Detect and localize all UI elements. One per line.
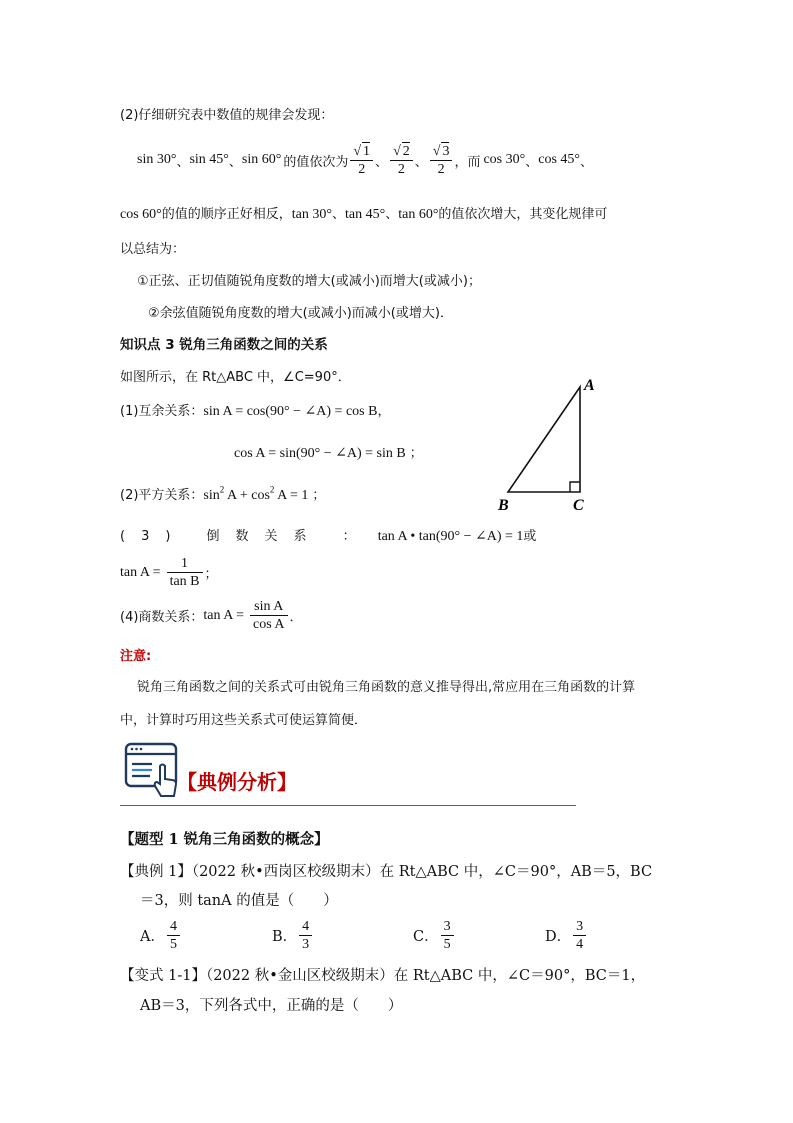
text: 的值依次增大，其变化规律可 <box>438 207 608 222</box>
denominator: 2 <box>437 162 445 177</box>
exponent: 2 <box>269 484 275 495</box>
example-1-line-2: ＝3，则 tanA 的值是（ ） <box>140 893 338 909</box>
numerator: 3 <box>573 918 586 936</box>
denominator: 4 <box>576 937 584 952</box>
divider <box>120 805 576 806</box>
separator: 、 <box>375 154 389 170</box>
sin-45: sin 45° <box>189 152 229 167</box>
option-fraction <box>299 918 312 953</box>
punctuation: ； <box>409 446 423 461</box>
separator: 、 <box>525 154 539 170</box>
computer-pointer-icon <box>124 742 182 800</box>
right-angle-marker <box>570 482 580 492</box>
relation-label: (3) 倒数关系 ： <box>120 529 372 544</box>
reciprocal-relation-2 <box>120 555 218 590</box>
cos-30: cos 30° <box>483 152 526 167</box>
tail-text: ，而 <box>454 154 481 170</box>
tan-30: tan 30° <box>291 207 332 222</box>
fraction <box>250 598 288 633</box>
denominator: tan B <box>169 574 200 589</box>
denominator: 5 <box>443 937 451 952</box>
radicand: 3 <box>442 144 450 159</box>
separator: 、 <box>228 154 242 170</box>
lhs: tan A = <box>203 607 244 623</box>
vertex-label-b: B <box>498 497 509 514</box>
option-a[interactable] <box>140 918 182 953</box>
option-letter: D． <box>545 929 572 945</box>
formula-part: sin <box>203 488 220 503</box>
denominator: 2 <box>397 162 405 177</box>
numerator: 4 <box>167 918 180 936</box>
vertex-label-c: C <box>573 497 584 514</box>
tan-45: tan 45° <box>345 207 386 222</box>
option-b[interactable] <box>272 918 314 953</box>
option-letter: C． <box>413 929 439 945</box>
formula-part: A + cos <box>224 488 270 503</box>
rule-1: ①正弦、正切值随锐角度数的增大(或减小)而增大(或减小)； <box>137 274 481 289</box>
cos-tan-line <box>120 203 607 223</box>
complementary-relation <box>120 400 390 420</box>
fraction-sqrt3-over-2: $\frac{√ 3}{2}$ <box>430 142 453 178</box>
relation-label: (1)互余关系： <box>120 404 204 419</box>
relation-label: (2)平方关系： <box>120 488 204 503</box>
paragraph-intro <box>120 104 333 123</box>
numerator: 1 <box>167 555 203 573</box>
sin-30: sin 30° <box>137 152 177 167</box>
denominator: 2 <box>358 162 366 177</box>
quotient-relation <box>120 598 303 633</box>
variant-1-1-line-2: AB＝3，下列各式中，正确的是（ ） <box>140 998 403 1014</box>
question-type-title: 【题型 1 锐角三角函数的概念】 <box>120 831 329 848</box>
formula: sin A = cos(90° − ∠A) = cos B <box>203 404 378 419</box>
separator: 、 <box>176 154 190 170</box>
option-letter: A． <box>140 929 165 945</box>
triangle-shape <box>508 387 580 492</box>
fraction-sqrt1-over-2: $\frac{√ 1}{2}$ <box>350 142 373 178</box>
radicand: 2 <box>402 144 410 159</box>
right-triangle-figure <box>490 370 605 515</box>
option-d[interactable] <box>545 918 588 953</box>
values-text: 的值依次为 <box>283 154 349 170</box>
note-line-2: 中，计算时巧用这些关系式可使运算简便． <box>120 713 368 728</box>
punctuation: ． <box>289 610 303 625</box>
variant-1-1-line-1: 【变式 1-1】（2022 秋•金山区校级期末）在 Rt△ABC 中，∠C＝90°，BC＝1， <box>120 968 646 984</box>
formula: tan A • tan(90° − ∠A) = 1 <box>377 529 524 544</box>
numerator: 4 <box>299 918 312 936</box>
radicand: 1 <box>363 144 371 159</box>
formula-part: A = 1 <box>274 488 309 503</box>
sin-60: sin 60° <box>241 152 282 167</box>
separator: 、 <box>414 154 428 170</box>
separator: 、 <box>385 207 399 222</box>
intro-sentence: 如图所示，在 Rt△ABC 中，∠C=90°． <box>120 370 351 385</box>
fraction-sqrt2-over-2: $\frac{√ 2}{2}$ <box>390 142 413 178</box>
option-fraction <box>441 918 454 953</box>
punctuation: ， <box>377 404 391 419</box>
numerator: sin A <box>250 598 288 616</box>
exponent: 2 <box>219 484 225 495</box>
sin-values-line <box>137 138 593 182</box>
cos-45: cos 45° <box>538 152 581 167</box>
denominator: 5 <box>169 937 177 952</box>
lhs: tan A = <box>120 564 161 580</box>
denominator: 3 <box>302 937 310 952</box>
summary-line: 以总结为： <box>120 242 186 257</box>
connector: 或 <box>523 529 537 544</box>
item-number: (2) <box>120 108 139 123</box>
square-relation <box>120 484 325 504</box>
fraction <box>167 555 203 590</box>
formula: cos A = sin(90° − ∠A) = sin B <box>234 446 406 461</box>
reciprocal-relation <box>120 525 536 545</box>
example-1-line-1: 【典例 1】（2022 秋•西岗区校级期末）在 Rt△ABC 中，∠C＝90°，AB＝5，BC <box>120 864 653 880</box>
banner-title: 【典例分析】 <box>177 770 297 794</box>
punctuation: ； <box>312 488 326 503</box>
tan-60: tan 60° <box>398 207 439 222</box>
option-fraction <box>573 918 586 953</box>
cos-60: cos 60° <box>120 207 162 222</box>
denominator: cos A <box>253 617 285 632</box>
intro-text: 仔细研究表中数值的规律会发现： <box>138 108 334 123</box>
option-fraction <box>167 918 180 953</box>
relation-label: (4)商数关系： <box>120 610 204 625</box>
vertex-label-a: A <box>584 377 595 394</box>
option-c[interactable] <box>413 918 456 953</box>
separator: 、 <box>580 154 594 170</box>
punctuation: ； <box>204 567 218 582</box>
separator: 、 <box>331 207 345 222</box>
text: 的值的顺序正好相反， <box>161 207 292 222</box>
rule-2: ②余弦值随锐角度数的增大(或减小)而减小(或增大)． <box>148 306 453 321</box>
option-letter: B． <box>272 929 298 945</box>
complementary-relation-2 <box>234 442 423 462</box>
note-label: 注意: <box>120 649 152 664</box>
numerator: 3 <box>441 918 454 936</box>
note-line-1: 锐角三角函数之间的关系式可由锐角三角函数的意义推导得出,常应用在三角函数的计算 <box>137 680 636 695</box>
section-title: 知识点 3 锐角三角函数之间的关系 <box>120 337 328 353</box>
